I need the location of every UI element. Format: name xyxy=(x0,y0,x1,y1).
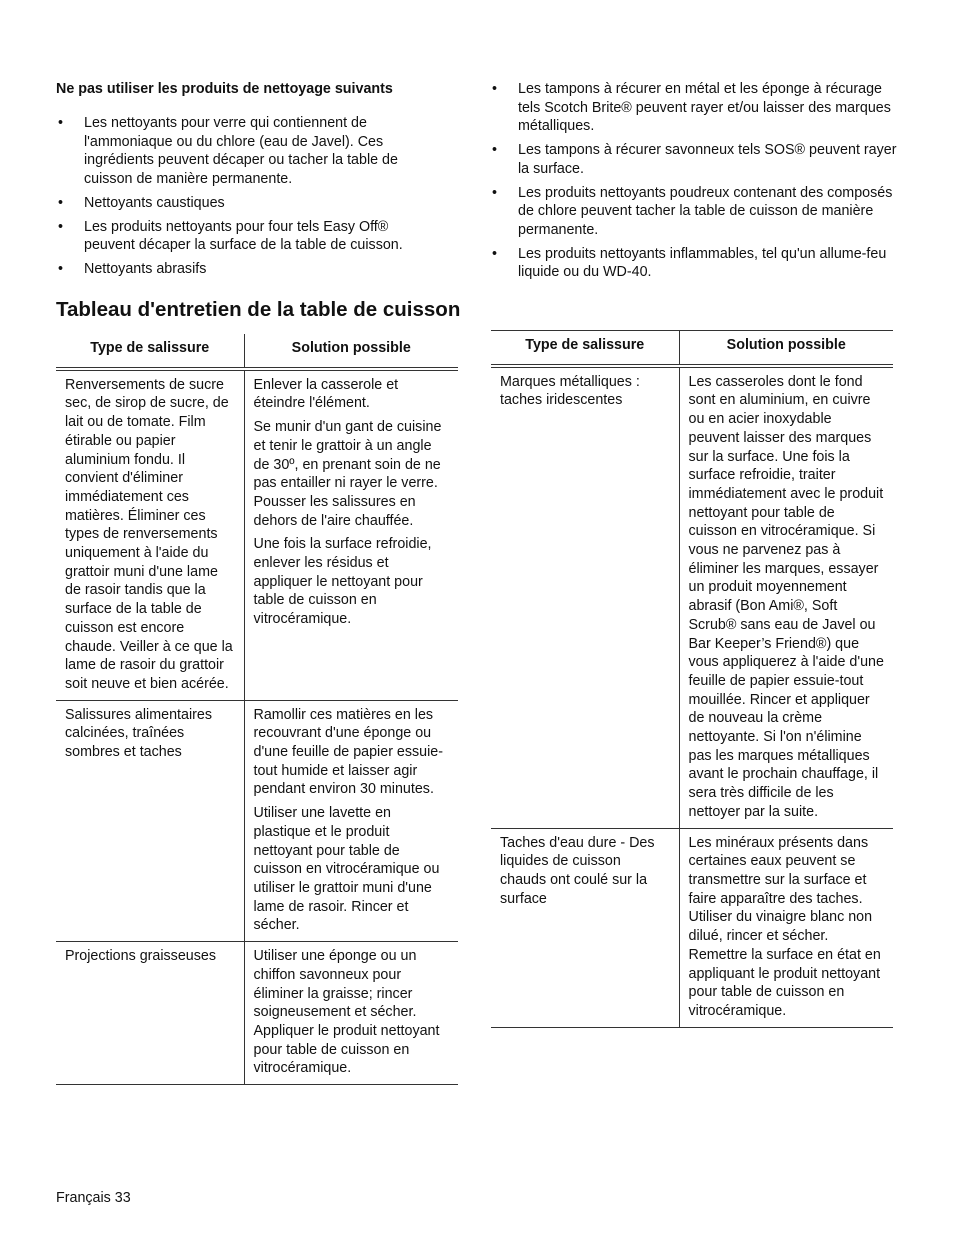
soil-type-cell: Taches d'eau dure - Des liquides de cuisson chauds ont coulé sur la surface xyxy=(491,828,679,1027)
column-header-type: Type de salissure xyxy=(491,331,679,366)
soil-type-cell: Projections graisseuses xyxy=(56,942,244,1085)
bullet-item: • Nettoyants caustiques xyxy=(56,194,434,213)
table-row xyxy=(491,366,893,828)
page-footer: Français 33 xyxy=(56,1190,131,1206)
solution-paragraph: Enlever la casserole et éteindre l'élément. xyxy=(253,376,399,412)
solution-cell xyxy=(679,366,893,828)
solution-cell xyxy=(679,828,893,1027)
bullet-item: • Les nettoyants pour verre qui contiennent de l'ammoniaque ou du chlore (eau de Javel). Ces ingrédients peuvent décaper ou tacher la table de cuisson de manière permanente. xyxy=(56,114,434,189)
bullet-item: • Les tampons à récurer savonneux tels SOS® peuvent rayer la surface. xyxy=(490,141,902,178)
right-bullet-list xyxy=(490,80,902,287)
solution-paragraph: Les casseroles dont le fond sont en aluminium, en cuivre ou en acier inoxydable peuvent laisser des marques sur la surface. Une fois la surface refroidie, traiter immédiatement avec le produit nettoyant pour table de cuisson en vitrocéramique. Si vous ne parvenez pas à éliminer les marques, essayer un produit moyennement abrasif (Bon Ami®, Soft Scrub® sans eau de Javel ou Bar Keeper’s Friend®) que vous appliquerez à l'aide d'une feuille de papier essuie-tout mouillée. Rincer et appliquer de nouveau la crème nettoyante. Si l'on n'élimine pas les marques métalliques avant le prochain chauffage, il sera très difficile de les nettoyer par la suite. xyxy=(688,373,884,820)
soil-type-cell: Renversements de sucre sec, de sirop de sucre, de lait ou de tomate. Film étirable ou papier aluminium fondu. Il convient d'éliminer immédiatement ces matières. Éliminer ces types de renversements uniquement à l'aide du grattoir muni d'une lame de rasoir tandis que la surface de la table de cuisson est encore chaude. Veiller à ce que la lame de rasoir du grattoir soit neuve et bien acérée. xyxy=(56,369,244,700)
bullet-item: • Nettoyants abrasifs xyxy=(56,260,434,279)
column-header-type: Type de salissure xyxy=(56,334,244,369)
cleaners-heading: Ne pas utiliser les produits de nettoyage suivants xyxy=(56,81,393,97)
solution-cell xyxy=(244,942,458,1085)
solution-paragraph: Se munir d'un gant de cuisine et tenir le grattoir à un angle de 30º, en prenant soin de ne pas entailler ni rayer le verre. Pousser les salissures en dehors de l'aire chauffée. xyxy=(253,419,442,529)
table-row xyxy=(56,942,458,1085)
solution-paragraph: Les minéraux présents dans certaines eaux peuvent se transmettre sur la surface et faire apparaître des taches. Utiliser du vinaigre blanc non dilué, rincer et sécher. Remettre la surface en état en appliquant le produit nettoyant pour table de cuisson en vitrocéramique. xyxy=(688,834,881,1019)
care-table-right xyxy=(491,330,893,1028)
table-row xyxy=(491,828,893,1027)
solution-paragraph: Utiliser une éponge ou un chiffon savonneux pour éliminer la graisse; rincer soigneusement et sécher. Appliquer le produit nettoyant pour table de cuisson en vitrocéramique. xyxy=(253,948,440,1077)
bullet-item: • Les produits nettoyants inflammables, tel qu'un allume-feu liquide ou du WD-40. xyxy=(490,245,902,282)
solution-paragraph: Utiliser une lavette en plastique et le produit nettoyant pour table de cuisson en vitrocéramique ou utiliser le grattoir muni d'une lame de rasoir. Rincer et sécher. xyxy=(253,805,440,934)
bullet-item: • Les produits nettoyants poudreux contenant des composés de chlore peuvent tacher la table de cuisson de manière permanente. xyxy=(490,184,902,240)
soil-type-cell: Salissures alimentaires calcinées, traînées sombres et taches xyxy=(56,700,244,941)
column-header-solution: Solution possible xyxy=(679,331,893,366)
table-row xyxy=(56,700,458,941)
bullet-item: • Les tampons à récurer en métal et les éponge à récurage tels Scotch Brite® peuvent rayer et/ou laisser des marques métalliques. xyxy=(490,80,902,136)
soil-type-cell: Marques métalliques : taches iridescentes xyxy=(491,366,679,828)
solution-paragraph: Une fois la surface refroidie, enlever les résidus et appliquer le nettoyant pour table de cuisson en vitrocéramique. xyxy=(253,536,432,628)
section-title: Tableau d'entretien de la table de cuisson xyxy=(56,298,461,321)
solution-cell xyxy=(244,369,458,700)
care-table-left xyxy=(56,334,458,1085)
table-row xyxy=(56,369,458,700)
bullet-item: • Les produits nettoyants pour four tels Easy Off® peuvent décaper la surface de la table de cuisson. xyxy=(56,218,434,255)
left-bullet-list xyxy=(56,114,434,284)
column-header-solution: Solution possible xyxy=(244,334,458,369)
table-header-row xyxy=(491,331,893,366)
table-header-row xyxy=(56,334,458,369)
solution-cell xyxy=(244,700,458,941)
solution-paragraph: Ramollir ces matières en les recouvrant d'une éponge ou d'une feuille de papier essuie-tout humide et laisser agir pendant environ 30 minutes. xyxy=(253,706,444,798)
